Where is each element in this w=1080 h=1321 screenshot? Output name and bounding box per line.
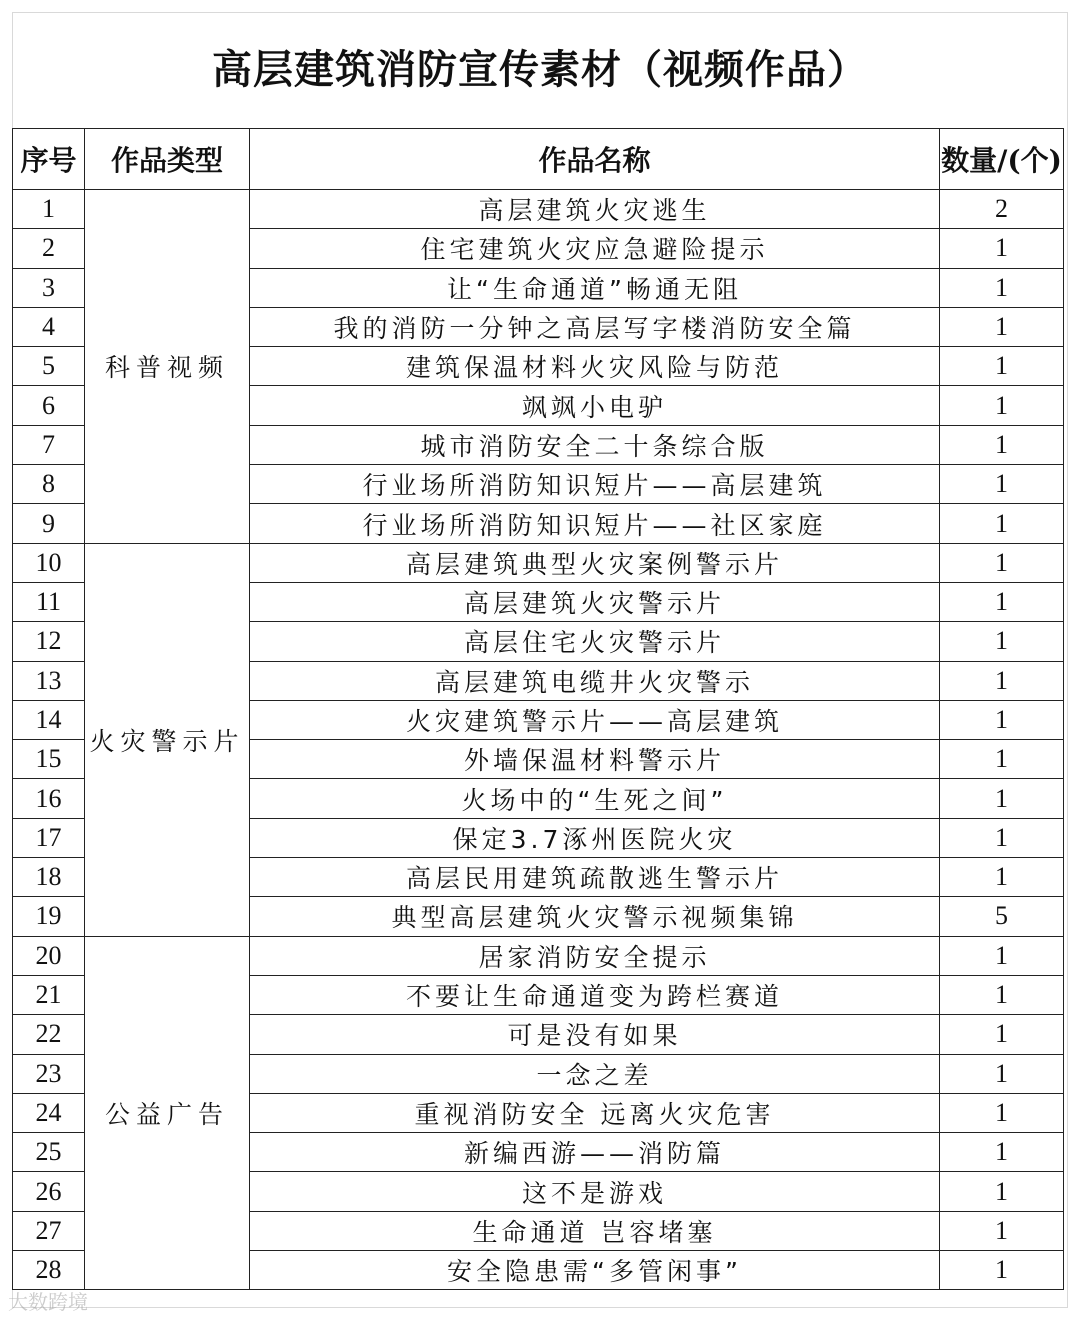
watermark: 大数跨境 [8, 1290, 88, 1314]
work-qty: 1 [940, 779, 1064, 818]
work-name: 可是没有如果 [250, 1015, 940, 1054]
row-index: 9 [13, 504, 85, 543]
work-qty: 1 [940, 740, 1064, 779]
work-qty: 1 [940, 582, 1064, 621]
row-index: 18 [13, 858, 85, 897]
row-index: 8 [13, 465, 85, 504]
row-index: 10 [13, 543, 85, 582]
work-qty: 1 [940, 1211, 1064, 1250]
work-name: 高层住宅火灾警示片 [250, 622, 940, 661]
work-name: 火场中的“生死之间” [250, 779, 940, 818]
work-name: 高层建筑火灾逃生 [250, 190, 940, 229]
work-name: 我的消防一分钟之高层写字楼消防安全篇 [250, 307, 940, 346]
header-index: 序号 [13, 129, 85, 190]
work-qty: 1 [940, 229, 1064, 268]
work-qty: 1 [940, 425, 1064, 464]
header-name: 作品名称 [250, 129, 940, 190]
work-name: 安全隐患需“多管闲事” [250, 1251, 940, 1290]
work-qty: 1 [940, 1054, 1064, 1093]
row-index: 11 [13, 582, 85, 621]
row-index: 17 [13, 818, 85, 857]
work-name: 飒飒小电驴 [250, 386, 940, 425]
row-index: 21 [13, 975, 85, 1014]
table-row [13, 190, 1064, 229]
category-cell: 公益广告 [85, 936, 250, 1290]
work-qty: 1 [940, 975, 1064, 1014]
row-index: 3 [13, 268, 85, 307]
work-qty: 1 [940, 936, 1064, 975]
table-body [13, 190, 1064, 1290]
work-qty: 1 [940, 465, 1064, 504]
work-name: 这不是游戏 [250, 1172, 940, 1211]
work-name: 居家消防安全提示 [250, 936, 940, 975]
work-qty: 1 [940, 347, 1064, 386]
row-index: 26 [13, 1172, 85, 1211]
row-index: 7 [13, 425, 85, 464]
work-name: 重视消防安全 远离火灾危害 [250, 1093, 940, 1132]
row-index: 5 [13, 347, 85, 386]
work-name: 火灾建筑警示片——高层建筑 [250, 700, 940, 739]
row-index: 15 [13, 740, 85, 779]
work-qty: 1 [940, 622, 1064, 661]
work-name: 高层建筑火灾警示片 [250, 582, 940, 621]
work-qty: 5 [940, 897, 1064, 936]
work-name: 行业场所消防知识短片——高层建筑 [250, 465, 940, 504]
row-index: 1 [13, 190, 85, 229]
works-table [12, 128, 1064, 1290]
header-type: 作品类型 [85, 129, 250, 190]
row-index: 2 [13, 229, 85, 268]
work-qty: 1 [940, 1133, 1064, 1172]
work-qty: 1 [940, 818, 1064, 857]
page-title: 高层建筑消防宣传素材（视频作品） [212, 46, 868, 93]
work-qty: 1 [940, 543, 1064, 582]
row-index: 20 [13, 936, 85, 975]
row-index: 6 [13, 386, 85, 425]
work-name: 城市消防安全二十条综合版 [250, 425, 940, 464]
row-index: 25 [13, 1133, 85, 1172]
work-name: 住宅建筑火灾应急避险提示 [250, 229, 940, 268]
work-qty: 1 [940, 858, 1064, 897]
work-name: 高层民用建筑疏散逃生警示片 [250, 858, 940, 897]
row-index: 13 [13, 661, 85, 700]
work-name: 外墙保温材料警示片 [250, 740, 940, 779]
work-name: 行业场所消防知识短片——社区家庭 [250, 504, 940, 543]
row-index: 22 [13, 1015, 85, 1054]
category-cell: 科普视频 [85, 190, 250, 544]
table-row [13, 543, 1064, 582]
work-qty: 1 [940, 268, 1064, 307]
work-qty: 1 [940, 661, 1064, 700]
row-index: 4 [13, 307, 85, 346]
work-qty: 1 [940, 1093, 1064, 1132]
row-index: 28 [13, 1251, 85, 1290]
work-name: 高层建筑电缆井火灾警示 [250, 661, 940, 700]
work-qty: 2 [940, 190, 1064, 229]
work-name: 保定3.7涿州医院火灾 [250, 818, 940, 857]
work-name: 不要让生命通道变为跨栏赛道 [250, 975, 940, 1014]
work-name: 新编西游——消防篇 [250, 1133, 940, 1172]
header-qty: 数量/(个) [940, 129, 1064, 190]
row-index: 23 [13, 1054, 85, 1093]
work-name: 生命通道 岂容堵塞 [250, 1211, 940, 1250]
row-index: 12 [13, 622, 85, 661]
table-header-row [13, 129, 1064, 190]
work-name: 让“生命通道”畅通无阻 [250, 268, 940, 307]
table-row [13, 936, 1064, 975]
row-index: 27 [13, 1211, 85, 1250]
work-qty: 1 [940, 1172, 1064, 1211]
work-qty: 1 [940, 1251, 1064, 1290]
work-name: 一念之差 [250, 1054, 940, 1093]
row-index: 14 [13, 700, 85, 739]
category-cell: 火灾警示片 [85, 543, 250, 936]
work-name: 建筑保温材料火灾风险与防范 [250, 347, 940, 386]
work-qty: 1 [940, 700, 1064, 739]
work-qty: 1 [940, 386, 1064, 425]
work-name: 高层建筑典型火灾案例警示片 [250, 543, 940, 582]
work-qty: 1 [940, 307, 1064, 346]
work-name: 典型高层建筑火灾警示视频集锦 [250, 897, 940, 936]
work-qty: 1 [940, 1015, 1064, 1054]
row-index: 24 [13, 1093, 85, 1132]
row-index: 16 [13, 779, 85, 818]
row-index: 19 [13, 897, 85, 936]
work-qty: 1 [940, 504, 1064, 543]
